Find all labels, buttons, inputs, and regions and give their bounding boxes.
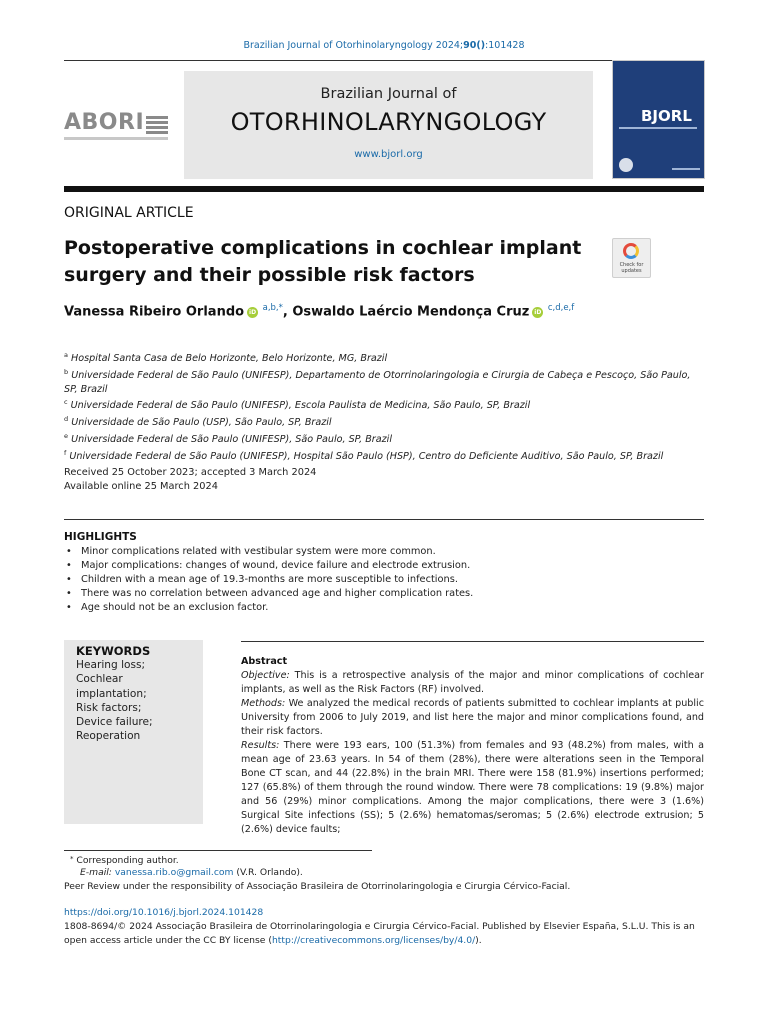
- affiliation-mark: f: [64, 448, 67, 457]
- highlights-top-rule: [64, 519, 704, 520]
- affiliation-item: [64, 430, 704, 447]
- list-item: • Minor complications related with vestibular system were more common.: [64, 545, 704, 559]
- affiliation-item: [64, 413, 704, 430]
- cover-logo: [619, 158, 633, 172]
- affiliation-text: Hospital Santa Casa de Belo Horizonte, Belo Horizonte, MG, Brazil: [71, 353, 388, 365]
- check-updates-label: Check for updates: [619, 262, 644, 274]
- affiliation-item: [64, 366, 704, 396]
- keyword-line: implantation;: [76, 687, 147, 700]
- author-name: Oswaldo Laércio Mendonça Cruz: [292, 304, 530, 320]
- list-item: • Age should not be an exclusion factor.: [64, 601, 704, 615]
- affiliation-text: Universidade Federal de São Paulo (UNIFESP), Escola Paulista de Medicina, São Paulo, SP, Brazil: [70, 400, 531, 412]
- keyword-line: Risk factors;: [76, 701, 142, 714]
- corresponding-text: Corresponding author.: [76, 855, 179, 866]
- affiliation-mark: d: [64, 414, 69, 423]
- email-link[interactable]: vanessa.rib.o@gmail.com: [114, 867, 234, 878]
- methods-label: Methods:: [241, 698, 286, 709]
- header-rule: [64, 60, 704, 61]
- author-name: Vanessa Ribeiro Orlando: [64, 304, 245, 320]
- journal-banner: [184, 71, 593, 179]
- highlights-heading: HIGHLIGHTS: [64, 531, 137, 543]
- abstract-rule: [241, 641, 704, 642]
- methods-text: We analyzed the medical records of patients submitted to cochlear implants at public University from 2006 to July 2019, and list here the major and minor complications found, and their risk factors.: [241, 698, 704, 737]
- logo-tagline: [64, 137, 168, 140]
- email-label: E-mail:: [80, 867, 112, 878]
- journal-url[interactable]: www.bjorl.org: [354, 149, 423, 160]
- keywords-heading: KEYWORDS: [76, 644, 151, 658]
- journal-name-line1: Brazilian Journal of: [320, 86, 457, 102]
- results-label: Results:: [241, 740, 280, 751]
- abstract-methods: [241, 697, 704, 739]
- affiliation-text: Universidade Federal de São Paulo (UNIFESP), São Paulo, SP, Brazil: [71, 433, 392, 445]
- affiliations: [64, 349, 704, 463]
- keyword-line: Reoperation: [76, 730, 141, 743]
- list-item: • Major complications: changes of wound, device failure and electrode extrusion.: [64, 559, 704, 573]
- citation-suffix: :101428: [485, 40, 525, 51]
- cover-title: BJORL: [641, 107, 692, 125]
- keyword-line: Device failure;: [76, 716, 153, 729]
- online-date: Available online 25 March 2024: [64, 481, 218, 492]
- banner-rule: [64, 186, 704, 192]
- keyword-line: Cochlear: [76, 673, 123, 686]
- copyright-end: ).: [475, 934, 482, 946]
- copyright-text: 1808-8694/© 2024 Associação Brasileira de Otorrinolaringologia e Cirurgia Cérvico-Facial. Published by Elsevier España, S.L.U. This is an open access article under the CC BY license (: [64, 921, 695, 946]
- orcid-icon[interactable]: iD: [534, 309, 542, 317]
- results-text: There were 193 ears, 100 (51.3%) from females and 93 (48.2%) from males, with a mean age of 23.63 years. In 54 of them (28%), there were alterations seen in the Temporal Bone CT scan, and 44 (22.8%) in the brain MRI. There were 158 (81.9%) insertions performed; 127 (65.8%) of them through the round window. There were 78 complications: 19 (9.8%) major and 56 (29%) minor complications. Among the major complications, there were 3 (1.6%) Surgical Site infections (SS); 5 (2.6%) hematomas/seromas; 5 (2.6%) electrode extrusion; 5 (2.6%) device faults;: [241, 740, 704, 835]
- cover-stripe: [619, 127, 697, 129]
- citation-prefix: Brazilian Journal of Otorhinolaryngology 2024;: [243, 40, 464, 51]
- article-dates: [64, 466, 316, 494]
- author-affiliation-marks[interactable]: a,b,*: [262, 303, 283, 313]
- highlights-list: [64, 545, 704, 615]
- article-title: Postoperative complications in cochlear implant surgery and their possible risk factors: [64, 237, 582, 286]
- peer-review-note: Peer Review under the responsibility of Associação Brasileira de Otorrinolaringologia e Cirurgia Cérvico-Facial.: [64, 881, 571, 892]
- citation-volume: 90(): [463, 40, 486, 51]
- objective-label: Objective:: [241, 670, 290, 681]
- logo-text: ABORI: [64, 110, 145, 135]
- check-updates-icon: [623, 243, 639, 259]
- received-date: Received 25 October 2023; accepted 3 March 2024: [64, 467, 317, 478]
- abstract-objective: [241, 669, 704, 697]
- affiliation-mark: c: [64, 398, 68, 407]
- abstract: [241, 655, 704, 837]
- check-for-updates-badge[interactable]: [612, 238, 651, 278]
- logo-bars: [146, 116, 168, 136]
- affiliation-item: [64, 349, 704, 366]
- journal-name-line2: OTORHINOLARYNGOLOGY: [230, 108, 547, 136]
- aborl-logo: [64, 110, 168, 144]
- affiliation-text: Universidade Federal de São Paulo (UNIFESP), Departamento de Otorrinolaringologia e Cirurgia de Cabeça e Pescoço, São Paulo, SP, Brazil: [64, 369, 691, 395]
- keyword-line: Hearing loss;: [76, 659, 146, 671]
- email-note: [64, 866, 704, 879]
- affiliation-item: [64, 396, 704, 413]
- affiliation-mark: e: [64, 431, 68, 440]
- orcid-icon[interactable]: iD: [249, 309, 257, 317]
- abstract-heading: Abstract: [241, 656, 288, 667]
- journal-cover-image: [612, 60, 705, 179]
- copyright-notice: [64, 920, 704, 947]
- license-link[interactable]: http://creativecommons.org/licenses/by/4.0/: [271, 934, 476, 946]
- cover-line: [672, 168, 700, 170]
- keywords-box: [64, 640, 203, 824]
- affiliation-item: [64, 447, 704, 464]
- email-owner: (V.R. Orlando).: [236, 867, 303, 878]
- affiliation-text: Universidade de São Paulo (USP), São Paulo, SP, Brazil: [71, 417, 332, 429]
- footnote-rule: [64, 850, 372, 851]
- affiliation-mark: b: [64, 367, 69, 376]
- abstract-results: [241, 739, 704, 837]
- objective-text: This is a retrospective analysis of the major and minor complications of cochlear implants, as well as the Risk Factors (RF) involved.: [241, 670, 704, 695]
- list-item: • Children with a mean age of 19.3-months are more susceptible to infections.: [64, 573, 704, 587]
- author-list: Vanessa Ribeiro Orlando iD $^{a,b,*}$, Oswaldo Laércio Mendonça Cruz iD $^{c,d,e,f}$: [64, 303, 575, 320]
- list-item: • There was no correlation between advanced age and higher complication rates.: [64, 587, 704, 601]
- article-type: ORIGINAL ARTICLE: [64, 205, 194, 221]
- asterisk-mark: *: [70, 855, 74, 863]
- affiliation-mark: a: [64, 351, 68, 359]
- journal-citation[interactable]: [0, 40, 768, 51]
- affiliation-text: Universidade Federal de São Paulo (UNIFESP), Hospital São Paulo (HSP), Centro do Deficiente Auditivo, São Paulo, SP, Brazil: [69, 450, 664, 462]
- corresponding-note: [64, 853, 704, 867]
- author-affiliation-marks[interactable]: c,d,e,f: [547, 303, 575, 313]
- doi-link[interactable]: https://doi.org/10.1016/j.bjorl.2024.101428: [64, 907, 264, 918]
